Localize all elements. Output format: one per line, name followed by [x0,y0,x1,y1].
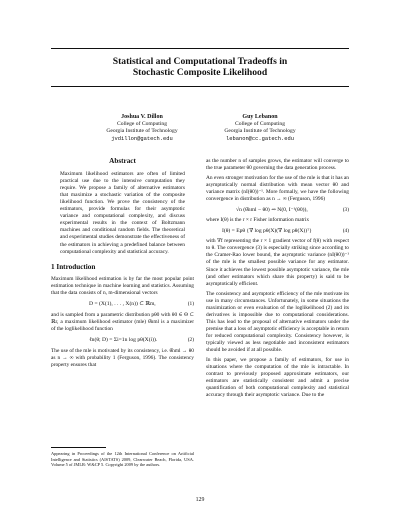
section-heading: 1 Introduction [51,262,96,271]
footnote-rule [51,447,106,448]
abstract-text: Maximum likelihood estimators are often of limited practical use due to the intensive computation they require. We propose a family of alternative estimators that maximize a stochastic variation of the composite likelihood function. We prove the consistency of the estimators, provide formulas for their asymptotic variance and computational complexity, and discuss experimental results in the context of Boltzmann machines and conditional random fields. The theoretical and experimental studies demonstrate the effectiveness of the estimators in achieving a predefined balance between computational complexity and statistical accuracy. [60,171,185,255]
author-name: Joshua V. Dillon [121,114,163,120]
paragraph: In this paper, we propose a family of estimators, for use in situations where the computation of the mle is intractable. In contrast to previously proposed approximate estimators, our estimators are statistically consistent and admit a precise quantification of both computational complexity and statistical accuracy through their asymptotic variance. Due to the [206,357,349,399]
paragraph: and is sampled from a parametric distribution pθ0 with θ0 ∈ Θ ⊂ ℝr, a maximum likelihood estimator (mle) θ̂nml is a maximizer of the loglikelihood function [51,311,194,332]
paragraph: with ∇f representing the r × 1 gradient vector of f(θ) with respect to θ. The convergence (3) is especially striking since according to the Cramer-Rao lower bound, the asymptotic variance (nI(θ0))⁻¹ of the mle is the smallest possible variance for any estimator. Since it achieves the lowest possible asymptotic variance, the mle (and other estimators which share this property) is said to be asymptotically efficient. [206,238,349,287]
paragraph: Maximum likelihood estimation is by far the most popular point estimation technique in machine learning and statistics. Assuming that the data consists of n, m-dimensional vectors [51,275,194,296]
equation-2 [51,336,194,344]
title-line-1: Statistical and Computational Tradeoffs in [112,56,288,67]
equation-number: (4) [342,228,349,235]
author-email: lebanon@cc.gatech.edu [226,135,294,142]
author-block-2 [190,114,330,143]
equation-1 [51,300,194,308]
paragraph: The consistency and asymptotic efficiency of the mle motivate its use in many circumstances. Unfortunately, in some situations the maximization or even evaluation of the loglikelihood (2) and its derivatives is impossible due to computational considerations. This has lead to the proposal of alternative estimators under the premise that a loss of asymptotic efficiency is acceptable in return for reduced computational complexity. Consistency however, is typically viewed as less negotiable and inconsistent estimators should be avoided if at all possible. [206,290,349,354]
equation-4 [206,227,349,235]
paragraph: The use of the mle is motivated by its consistency, i.e. θ̂nml → θ0 as n → ∞ with probability 1 (Ferguson, 1996). The consistency property ensures that [51,347,194,369]
equation-3 [206,206,349,214]
title-rule-bottom [51,86,349,87]
equation-body: ℓn(θ; D) = Σi=1n log pθ(X(i)). [89,336,158,343]
page-number: 129 [195,497,205,503]
equation-number: (1) [187,300,194,307]
paper-title [51,56,349,78]
paragraph: An even stronger motivation for the use of the mle is that it has an asymptotically normal distribution with mean vector θ0 and variance matrix (nI(θ0))⁻¹. More formally, we have the following convergence in distribution as n → ∞ (Ferguson, 1996) [206,175,349,203]
author-email: jvdillon@gatech.edu [111,135,173,142]
left-column [51,158,194,372]
author-name: Guy Lebanon [242,114,278,120]
equation-body: D = (X(1), . . . , X(n)) ⊂ ℝm, [89,300,156,307]
paragraph: where I(θ) is the r × r Fisher information matrix [206,217,310,224]
equation-body: I(θ) = Epθ {∇ log pθ(X)(∇ log pθ(X))ᵀ} [222,228,312,235]
title-line-2: Stochastic Composite Likelihood [132,67,268,79]
equation-body: √n (θ̂nml − θ0) ⇝ N(0, I⁻¹(θ0)), [236,207,308,214]
paragraph: as the number n of samples grows, the estimator will converge to the true parameter θ0 governing the data generation process. [206,158,349,172]
title-rule-top [51,48,349,49]
footnote: Appearing in Proceedings of the 12th International Conference on Artificial Intelligence and Statistics (AISTATS) 2009, Clearwater Beach, Florida, USA. Volume 5 of JMLR: W&CP 5. Copyright 2009 by the authors. [51,451,194,468]
abstract-heading: Abstract [109,157,136,165]
author-affiliation: College of Computing [234,121,286,128]
equation-number: (3) [342,207,349,214]
author-affiliation: Georgia Institute of Technology [106,128,178,135]
equation-number: (2) [187,336,194,343]
author-affiliation: Georgia Institute of Technology [224,128,296,135]
right-column [206,158,349,402]
author-affiliation: College of Computing [116,121,168,128]
